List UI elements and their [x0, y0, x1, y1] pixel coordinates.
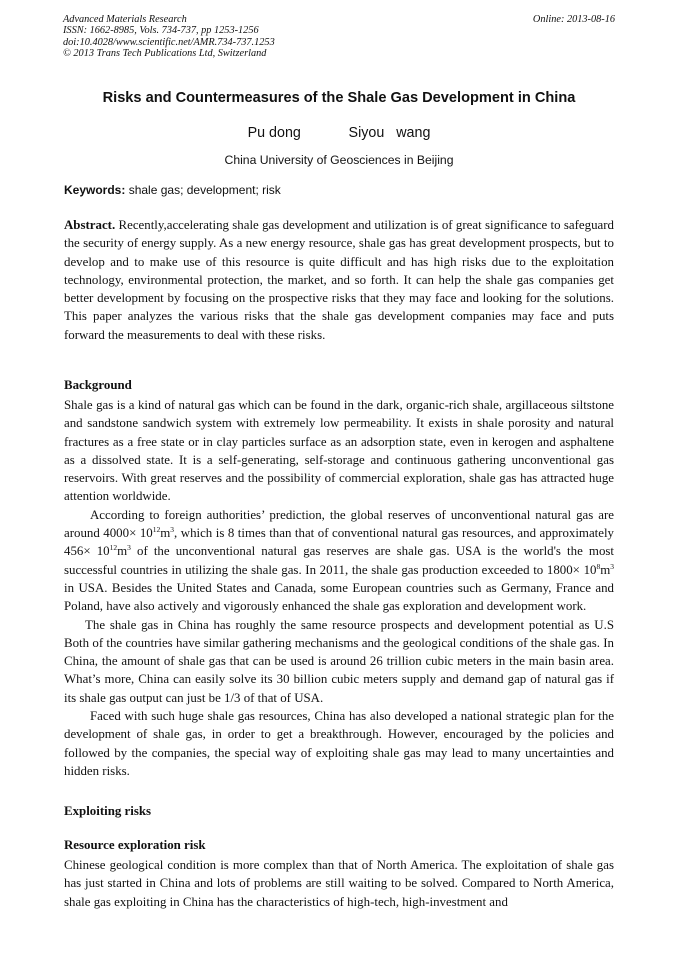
copyright-line: © 2013 Trans Tech Publications Ltd, Switzerland	[63, 48, 267, 60]
background-body	[64, 396, 614, 780]
affiliation: China University of Geosciences in Beijing	[224, 153, 454, 167]
abstract	[64, 216, 614, 344]
author-name: Pu dong	[247, 125, 301, 141]
journal-header	[63, 14, 615, 60]
paragraph: The shale gas in China has roughly the same resource prospects and development potential as U.S Both of the countries have similar gathering mechanisms and the geological conditions of the shale gas. In China, the amount of shale gas that can be used is around 26 trillion cubic meters in the main basin area. What’s more, China can easily solve its 30 billion cubic meters supply and demand gap of natural gas if its shale gas output can just be 1/3 of that of USA.	[64, 617, 614, 705]
author-name: Siyou wang	[348, 125, 431, 141]
issn-line: ISSN: 1662-8985, Vols. 734-737, pp 1253-1256	[63, 25, 259, 37]
resource-body	[64, 856, 614, 911]
keywords-label: Keywords:	[64, 183, 126, 197]
paragraph: Chinese geological condition is more complex than that of North America. The exploitation of shale gas has just started in China and lots of problems are still waiting to be solved. Compared to North America, shale gas exploiting in China has the characteristics of high-tech, high-investment and	[64, 858, 614, 909]
author-list	[0, 125, 678, 141]
keywords-text: shale gas; development; risk	[128, 183, 281, 197]
journal-name: Advanced Materials Research	[63, 14, 187, 25]
paragraph: Faced with such huge shale gas resources, China has also developed a national strategic plan for the development of shale gas, in order to get a breakthrough. However, encouraged by the policies and followed by the companies, the special way of exploiting shale gas may lead to many uncertainties and hidden risks.	[64, 709, 614, 778]
subsection-heading-resource-exploration-risk: Resource exploration risk	[64, 838, 206, 852]
paragraph: Shale gas is a kind of natural gas which can be found in the dark, organic-rich shale, argillaceous siltstone and sandstone sandwich system with extremely low permeability. It exists in shale porosity and natural fractures as a free state or in clay particles surface as an adsorption state, even in kerogen and asphaltene as a dissolved state. It is a self-generating, self-storage and continuous gathering unconventional gas reservoirs. With great reserves and the possibility of commercial exploration, shale gas has attracted huge attention worldwide.	[64, 398, 614, 504]
abstract-text: Recently,accelerating shale gas development and utilization is of great significance to safeguard the security of energy supply. As a new energy resource, shale gas has great development prospects, but to develop and to make use of this resource is quite difficult and has high risks due to the exploitation technology, environmental protection, the market, and so forth. It can help the shale gas companies get better development by focusing on the prospective risks that they may face and looking for the solutions. This paper analyzes the various risks that the shale gas development companies may face and puts forward the measurements to deal with these risks.	[64, 218, 614, 342]
section-heading-background: Background	[64, 378, 132, 392]
paper-title: Risks and Countermeasures of the Shale Gas Development in China	[102, 90, 576, 106]
online-date: Online: 2013-08-16	[532, 14, 615, 25]
doi-line: doi:10.4028/www.scientific.net/AMR.734-737.1253	[63, 36, 275, 48]
keywords	[64, 183, 281, 197]
paragraph: According to foreign authorities’ prediction, the global reserves of unconventional natural gas are around $4000\times 10^{12}m^3$, which is 8 times than that of conventional natural gas resources, and approximately $456\times 10^{12}m^3$ of the unconventional natural gas reserves are shale gas. USA is the world's the most successful countries in utilizing the shale gas. In 2011, the shale gas production exceeded to $1800\times 10^8m^3$ in USA. Besides the United States and Canada, some European countries such as Germany, France and Poland, have also actively and vigorously enhanced the shale gas exploration and development work.	[64, 507, 615, 614]
abstract-label: Abstract.	[64, 218, 116, 232]
section-heading-exploiting-risks: Exploiting risks	[64, 804, 152, 818]
